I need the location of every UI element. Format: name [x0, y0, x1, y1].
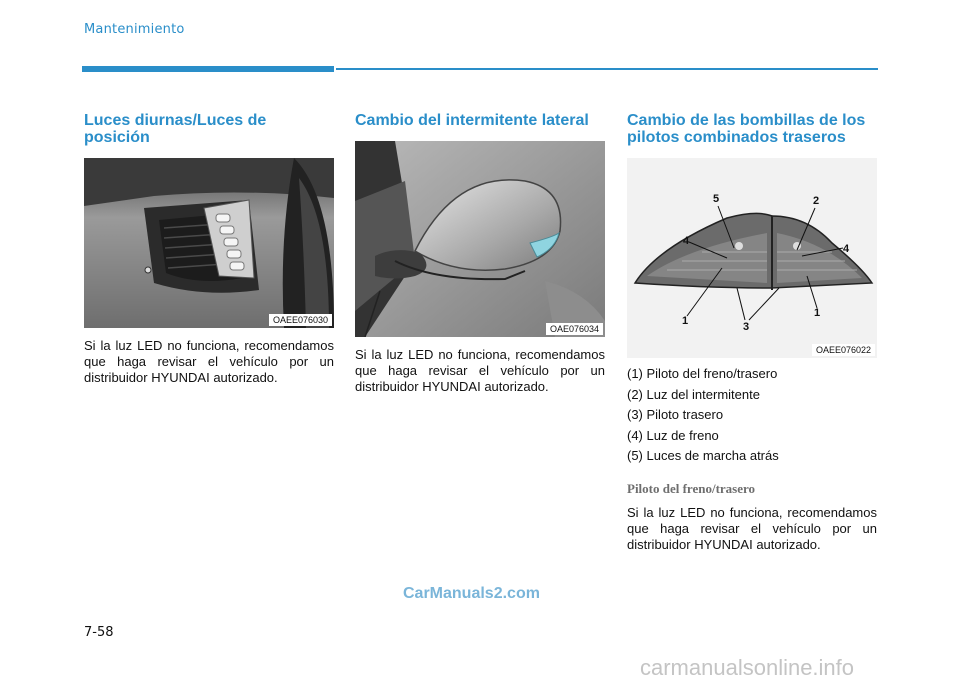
section-header: Mantenimiento — [84, 22, 185, 37]
callout-1a: 1 — [682, 315, 689, 327]
header-rule-thick — [82, 66, 334, 72]
callout-5: 5 — [713, 193, 720, 205]
mirror-illustration — [355, 141, 605, 337]
rear-lamp-illustration — [627, 158, 877, 358]
list-item: (2) Luz del intermitente — [627, 386, 760, 402]
drl-body: Si la luz LED no funciona, recomendamos que haga revisar el vehículo por un distribuidor HYUNDAI autorizado. — [84, 338, 334, 385]
rear-combo-figure — [627, 158, 877, 358]
column-rear-combo — [627, 112, 877, 553]
header-rule-thin — [336, 68, 878, 70]
parts-list — [627, 364, 877, 467]
rear-combo-body: Si la luz LED no funciona, recomendamos que haga revisar el vehículo por un distribuidor HYUNDAI autorizado. — [627, 504, 877, 552]
page-number: 7-58 — [84, 625, 114, 640]
rear-combo-title: Cambio de las bombillas de los pilotos combinados traseros — [627, 112, 866, 146]
callout-3: 3 — [743, 321, 750, 333]
column-drl — [84, 112, 334, 386]
callout-4b: 4 — [843, 243, 850, 255]
drl-title: Luces diurnas/Luces de posición — [84, 112, 267, 146]
drl-figure-code: OAEE076030 — [269, 314, 332, 326]
drl-figure — [84, 158, 334, 328]
callout-2: 2 — [813, 195, 820, 207]
watermark-link[interactable]: CarManuals2.com — [403, 585, 540, 602]
side-turn-figure-code: OAE076034 — [546, 323, 603, 335]
side-turn-title: Cambio del intermitente lateral — [355, 112, 589, 129]
list-item: (3) Piloto trasero — [627, 407, 724, 422]
drl-illustration — [84, 158, 334, 328]
rear-combo-subhead: Piloto del freno/trasero — [627, 480, 756, 496]
footer-watermark: carmanualsonline.info — [640, 655, 855, 680]
list-item: (5) Luces de marcha atrás — [627, 448, 779, 463]
side-turn-figure — [355, 141, 605, 337]
callout-4a: 4 — [683, 235, 690, 247]
rear-combo-figure-code: OAEE076022 — [812, 344, 875, 356]
list-item: (4) Luz de freno — [627, 427, 719, 443]
side-turn-body: Si la luz LED no funciona, recomendamos que haga revisar el vehículo por un distribuidor HYUNDAI autorizado. — [355, 347, 605, 394]
callout-1b: 1 — [814, 307, 821, 319]
column-side-turn — [355, 112, 605, 395]
list-item: (1) Piloto del freno/trasero — [627, 366, 778, 381]
